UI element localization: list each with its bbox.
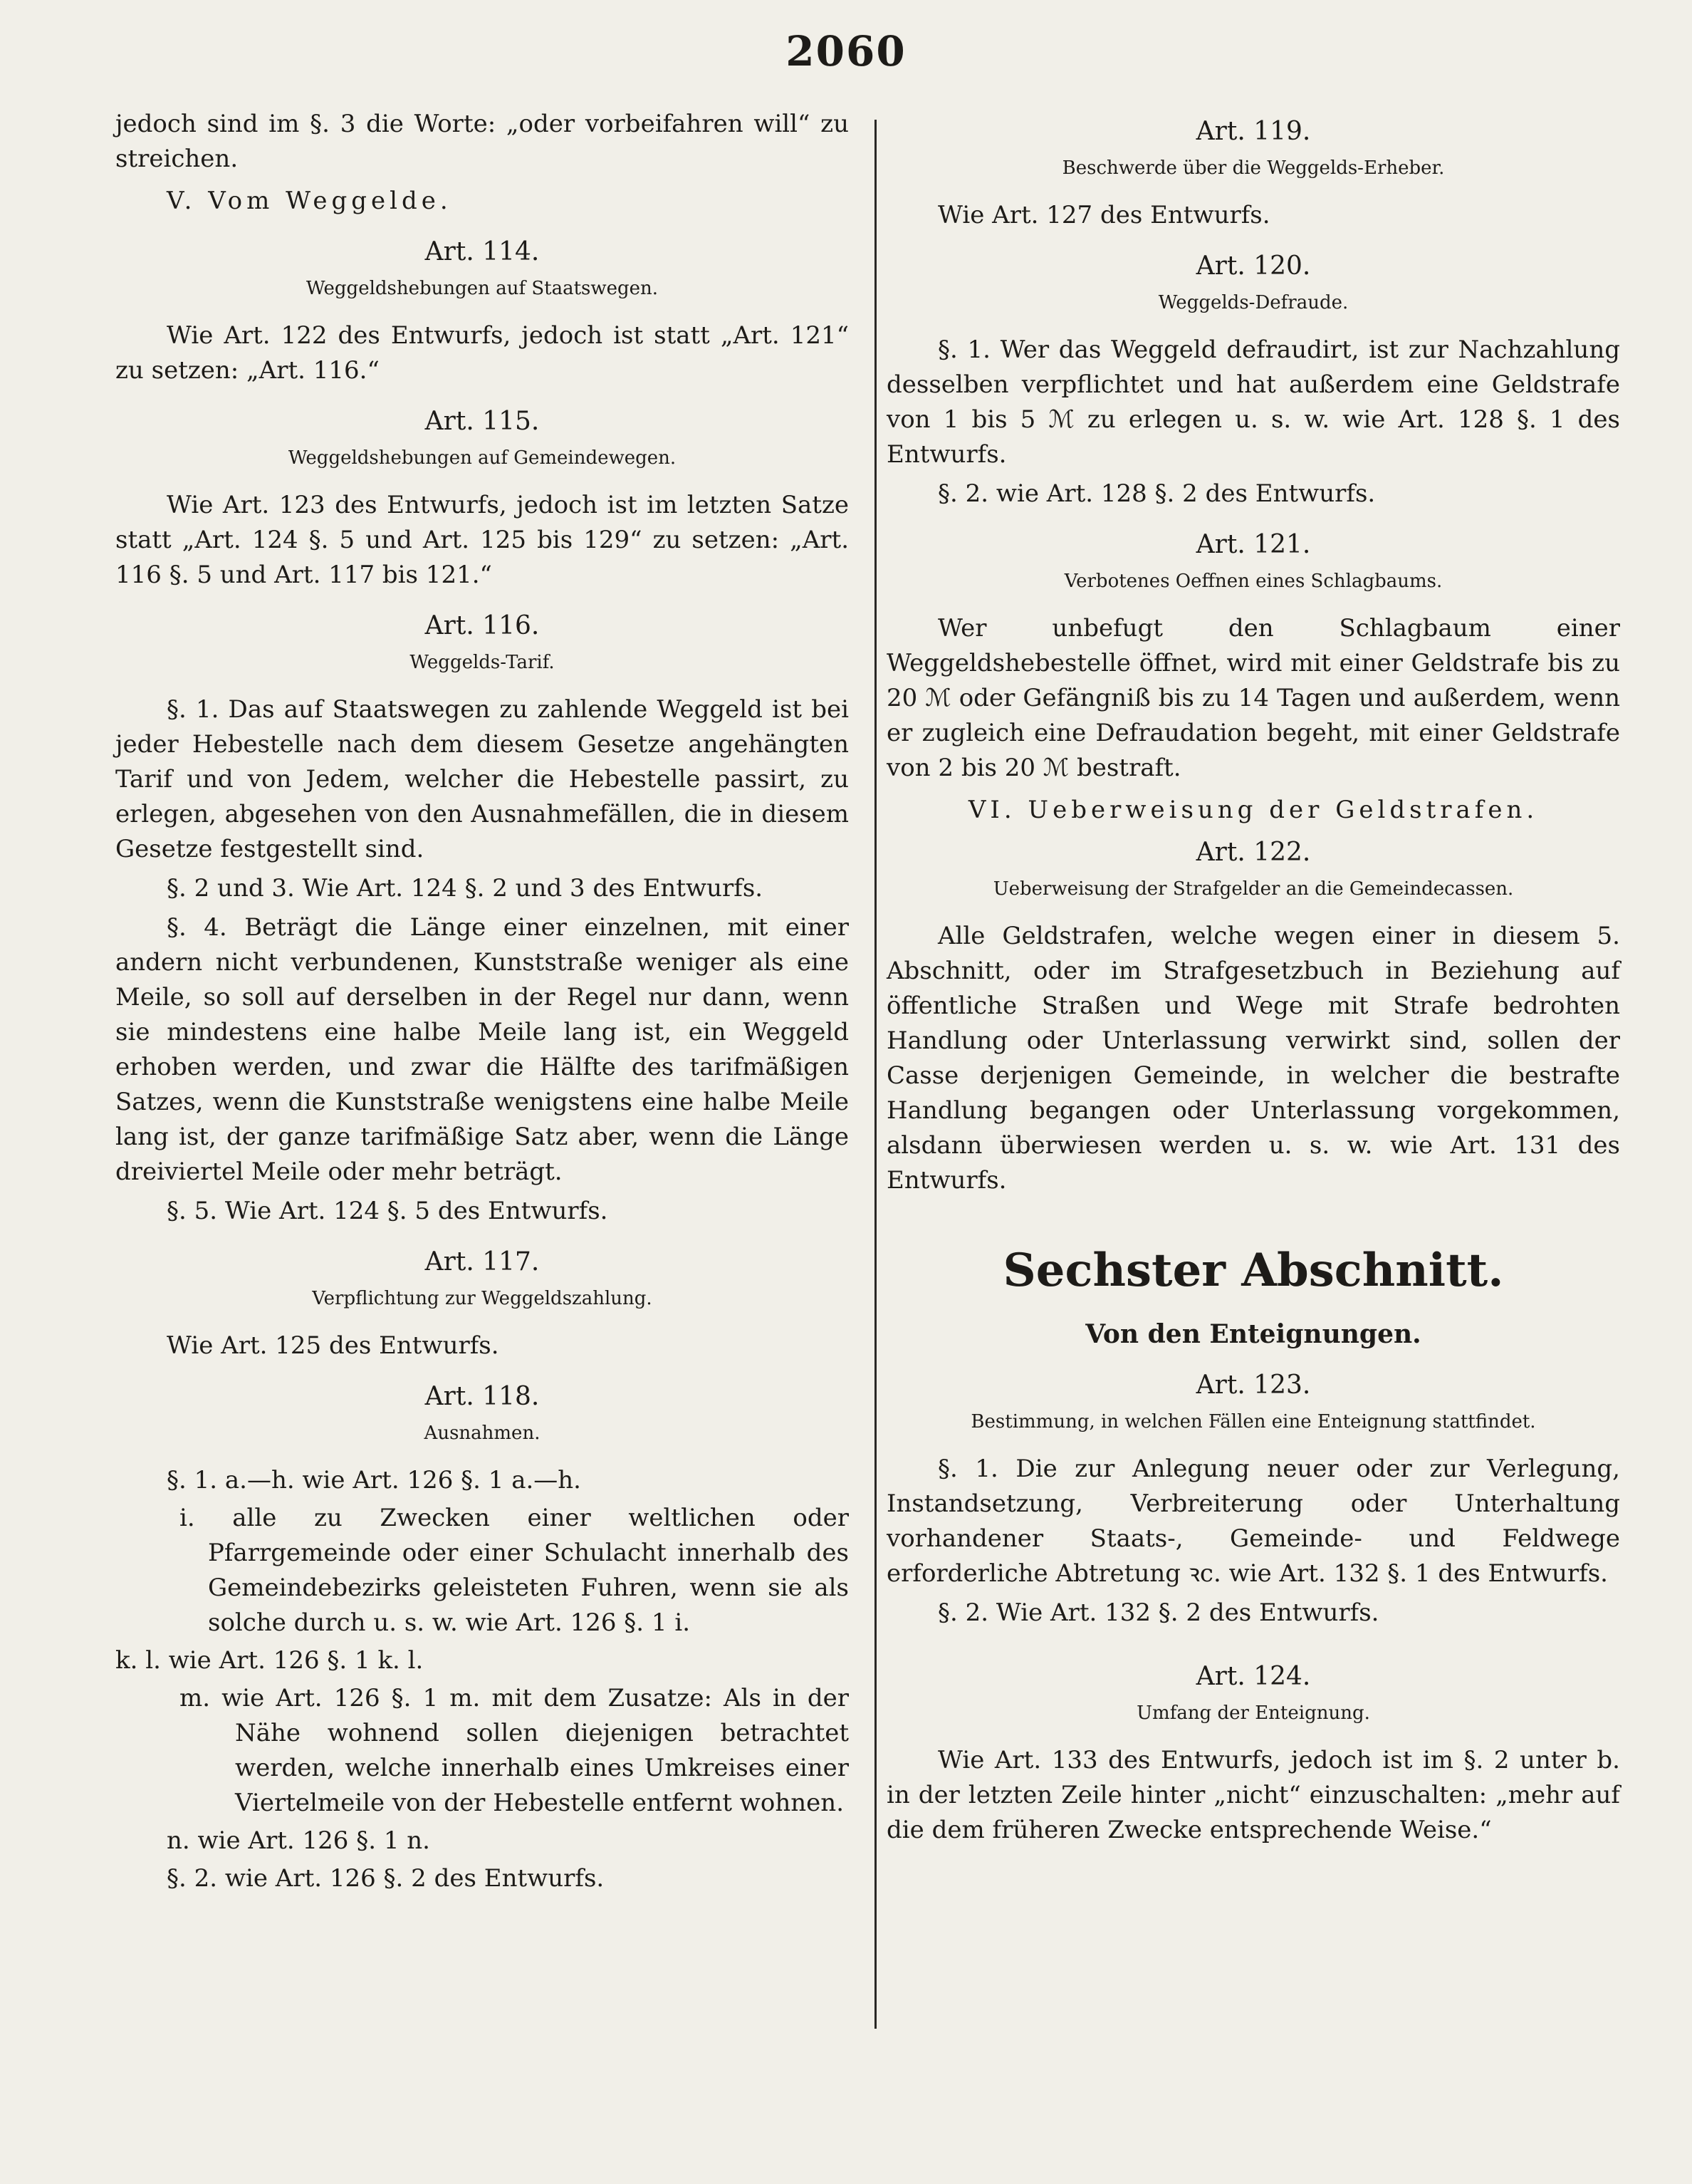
article-123-par-1: §. 1. Die zur Anlegung neuer oder zur Verlegung, Instandsetzung, Verbreiterung oder Unterhaltung vorhandener Staats-, Gemeinde- und Feldwege erforderliche Abtretung ꝛc. wie Art. 132 §. 1 des Entwurfs. [887, 1455, 1620, 1588]
article-121-title: Art. 121. [1196, 530, 1311, 559]
article-117-subtitle: Verpflichtung zur Weggeldszahlung. [312, 1288, 652, 1309]
article-114-subtitle: Weggeldshebungen auf Staatswegen. [306, 278, 659, 299]
article-118-par-2: §. 2. wie Art. 126 §. 2 des Entwurfs. [167, 1864, 605, 1893]
column-divider [874, 120, 877, 2029]
article-117-text: Wie Art. 125 des Entwurfs. [167, 1331, 499, 1360]
article-118-title: Art. 118. [424, 1382, 540, 1411]
article-118-item-i: i. alle zu Zwecken einer weltlichen oder Pfarrgemeinde oder einer Schulacht innerhalb des Gemeindebezirks geleisteten Fuhren, wenn sie als solche durch u. s. w. wie Art. 126 §. 1 i. [179, 1504, 849, 1637]
left-column [115, 107, 849, 1899]
right-column [887, 107, 1620, 1852]
article-118-item-k-l: k. l. wie Art. 126 §. 1 k. l. [115, 1646, 424, 1675]
article-124-subtitle: Umfang der Enteignung. [1137, 1702, 1370, 1724]
paragraph-continued: jedoch sind im §. 3 die Worte: „oder vorbeifahren will“ zu streichen. [115, 110, 849, 173]
article-120-par-2: §. 2. wie Art. 128 §. 2 des Entwurfs. [938, 479, 1376, 508]
article-118-item-m: m. wie Art. 126 §. 1 m. mit dem Zusatze: Als in der Nähe wohnend sollen diejenigen betrachtet werden, welche innerhalb eines Umkreises einer Viertelmeile von der Hebestelle entfernt wohnen. [179, 1684, 849, 1817]
article-116-subtitle: Weggelds-Tarif. [409, 652, 555, 673]
article-124-title: Art. 124. [1196, 1662, 1311, 1691]
article-116-par-5: §. 5. Wie Art. 124 §. 5 des Entwurfs. [167, 1197, 608, 1225]
article-121-subtitle: Verbotenes Oeffnen eines Schlagbaums. [1064, 571, 1443, 592]
article-119-title: Art. 119. [1196, 117, 1311, 146]
article-121-text: Wer unbefugt den Schlagbaum einer Weggeldshebestelle öffnet, wird mit einer Geldstrafe bis zu 20 ℳ oder Gefängniß bis zu 14 Tagen und außerdem, wenn er zugleich eine Defraudation begeht, mit einer Geldstrafe von 2 bis 20 ℳ bestraft. [887, 614, 1620, 782]
article-114-text: Wie Art. 122 des Entwurfs, jedoch ist statt „Art. 121“ zu setzen: „Art. 116.“ [115, 321, 849, 385]
article-122-subtitle: Ueberweisung der Strafgelder an die Gemeindecassen. [993, 878, 1514, 900]
section-heading-vi: VI. Ueberweisung der Geldstrafen. [968, 796, 1539, 824]
article-123-par-2: §. 2. Wie Art. 132 §. 2 des Entwurfs. [938, 1598, 1379, 1627]
article-116-title: Art. 116. [424, 611, 540, 640]
article-115-text: Wie Art. 123 des Entwurfs, jedoch ist im letzten Satze statt „Art. 124 §. 5 und Art. 125 bis 129“ zu setzen: „Art. 116 §. 5 und Art. 117 bis 121.“ [115, 491, 849, 589]
article-120-par-1: §. 1. Wer das Weggeld defraudirt, ist zur Nachzahlung desselben verpflichtet und hat außerdem eine Geldstrafe von 1 bis 5 ℳ zu erlegen u. s. w. wie Art. 128 §. 1 des Entwurfs. [887, 336, 1620, 469]
article-119-subtitle: Beschwerde über die Weggelds-Erheber. [1062, 157, 1445, 179]
article-123-subtitle: Bestimmung, in welchen Fällen eine Enteignung stattfindet. [971, 1411, 1536, 1432]
article-116-par-2-3: §. 2 und 3. Wie Art. 124 §. 2 und 3 des Entwurfs. [167, 874, 763, 903]
section-heading-v: V. Vom Weggelde. [167, 187, 452, 215]
article-117-title: Art. 117. [424, 1247, 540, 1276]
article-118-subtitle: Ausnahmen. [424, 1423, 540, 1444]
chapter-subtitle: Von den Enteignungen. [1085, 1319, 1421, 1349]
article-122-title: Art. 122. [1196, 838, 1311, 867]
article-115-title: Art. 115. [424, 407, 540, 436]
article-120-title: Art. 120. [1196, 251, 1311, 281]
article-123-title: Art. 123. [1196, 1371, 1311, 1400]
page-number: 2060 [785, 27, 907, 76]
chapter-title: Sechster Abschnitt. [1003, 1244, 1504, 1297]
article-120-subtitle: Weggelds-Defraude. [1158, 292, 1349, 313]
article-119-text: Wie Art. 127 des Entwurfs. [938, 201, 1270, 229]
article-118-item-n: n. wie Art. 126 §. 1 n. [167, 1826, 430, 1855]
article-116-par-1: §. 1. Das auf Staatswegen zu zahlende Weggeld ist bei jeder Hebestelle nach dem diesem Gesetze angehängten Tarif und von Jedem, welcher die Hebestelle passirt, zu erlegen, abgesehen von den Ausnahmefällen, die in diesem Gesetze festgestellt sind. [115, 695, 849, 863]
article-122-text: Alle Geldstrafen, welche wegen einer in diesem 5. Abschnitt, oder im Strafgesetzbuch in Beziehung auf öffentliche Straßen und Wege mit Strafe bedrohten Handlung oder Unterlassung verwirkt sind, sollen der Casse derjenigen Gemeinde, in welcher die bestrafte Handlung begangen oder Unterlassung vorgekommen, alsdann überwiesen werden u. s. w. wie Art. 131 des Entwurfs. [887, 922, 1620, 1195]
article-114-title: Art. 114. [424, 237, 540, 266]
article-116-par-4: §. 4. Beträgt die Länge einer einzelnen, mit einer andern nicht verbundenen, Kunststraße weniger als eine Meile, so soll auf derselben in der Regel nur dann, wenn sie mindestens eine halbe Meile lang ist, ein Weggeld erhoben werden, und zwar die Hälfte des tarifmäßigen Satzes, wenn die Kunststraße wenigstens eine halbe Meile lang ist, der ganze tarifmäßige Satz aber, wenn die Länge dreiviertel Meile oder mehr beträgt. [115, 913, 849, 1186]
article-124-text: Wie Art. 133 des Entwurfs, jedoch ist im §. 2 unter b. in der letzten Zeile hinter „nicht“ einzuschalten: „mehr auf die dem früheren Zwecke entsprechende Weise.“ [887, 1746, 1620, 1844]
article-118-item-a-h: §. 1. a.—h. wie Art. 126 §. 1 a.—h. [167, 1466, 581, 1494]
article-115-subtitle: Weggeldshebungen auf Gemeindewegen. [288, 447, 677, 469]
